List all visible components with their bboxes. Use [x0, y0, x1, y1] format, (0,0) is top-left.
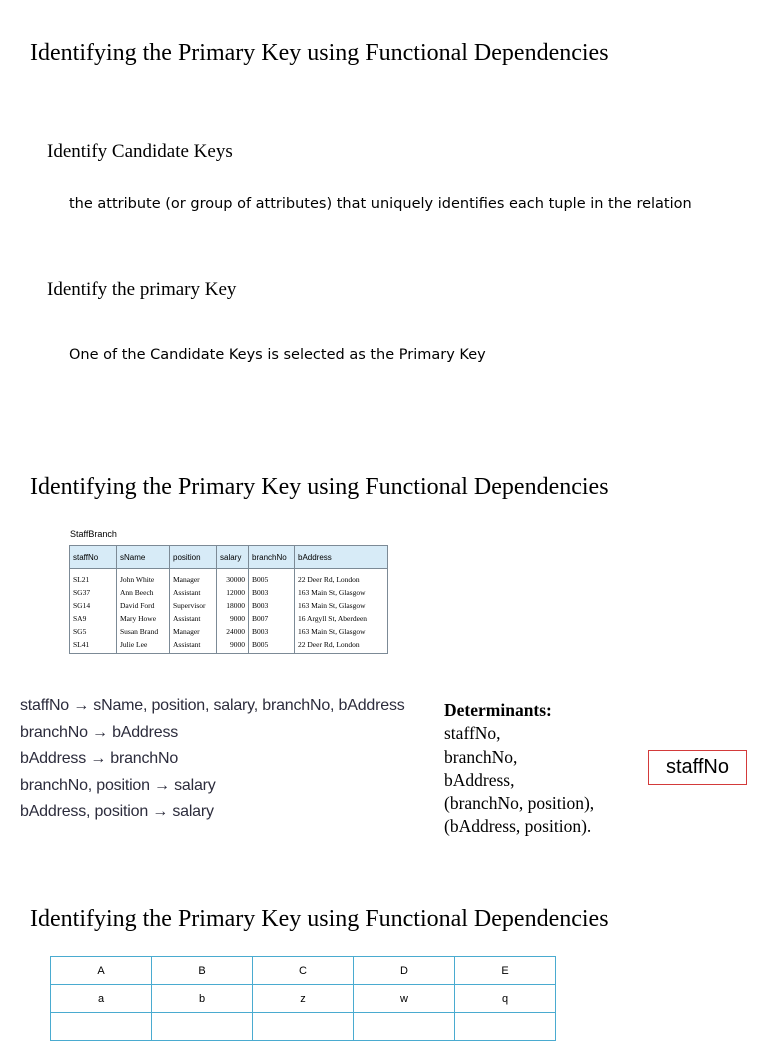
table-cell: B003	[249, 599, 295, 612]
determinant-item: branchNo,	[444, 746, 518, 767]
table-cell: SA9	[70, 612, 117, 625]
column-header: staffNo	[70, 546, 117, 569]
table-cell: Susan Brand	[117, 625, 170, 638]
column-header: sName	[117, 546, 170, 569]
table-cell: 12000	[217, 586, 249, 599]
table-cell: 22 Deer Rd, London	[295, 638, 388, 654]
table-cell: b	[152, 985, 253, 1013]
table-cell: Julie Lee	[117, 638, 170, 654]
table-cell: 163 Main St, Glasgow	[295, 599, 388, 612]
table-cell: Assistant	[170, 586, 217, 599]
primary-key-heading: Identify the primary Key	[47, 279, 237, 300]
column-header: branchNo	[249, 546, 295, 569]
table-cell	[253, 1013, 354, 1041]
determinant-item: (branchNo, position),	[444, 793, 595, 814]
slide3-title: Identifying the Primary Key using Functional Dependencies	[30, 906, 609, 932]
functional-dependency-list	[20, 696, 405, 829]
table-cell: Assistant	[170, 638, 217, 654]
table-cell: SG14	[70, 599, 117, 612]
table-row	[70, 586, 388, 599]
determinants-title: Determinants:	[444, 700, 552, 720]
table-cell: Mary Howe	[117, 612, 170, 625]
table-cell: Supervisor	[170, 599, 217, 612]
determinant-item: bAddress,	[444, 769, 515, 790]
table-cell: B005	[249, 569, 295, 587]
table-cell: Assistant	[170, 612, 217, 625]
slide1-title: Identifying the Primary Key using Functional Dependencies	[30, 40, 609, 66]
table-cell: SG5	[70, 625, 117, 638]
table-cell: David Ford	[117, 599, 170, 612]
table-cell: 163 Main St, Glasgow	[295, 625, 388, 638]
column-header: E	[455, 957, 556, 985]
table-cell: 9000	[217, 612, 249, 625]
table-cell: 9000	[217, 638, 249, 654]
staffbranch-caption: StaffBranch	[70, 529, 117, 539]
column-header: B	[152, 957, 253, 985]
table-cell: q	[455, 985, 556, 1013]
table-cell: 18000	[217, 599, 249, 612]
table-header-row	[51, 957, 556, 985]
primary-key-definition: One of the Candidate Keys is selected as the Primary Key	[69, 347, 486, 363]
column-header: D	[354, 957, 455, 985]
table-row	[70, 612, 388, 625]
determinants-block	[444, 699, 594, 839]
table-cell: 30000	[217, 569, 249, 587]
column-header: bAddress	[295, 546, 388, 569]
table-cell: Manager	[170, 625, 217, 638]
table-cell: 22 Deer Rd, London	[295, 569, 388, 587]
table-cell	[51, 1013, 152, 1041]
table-cell: Manager	[170, 569, 217, 587]
primary-key-box: staffNo	[648, 750, 747, 785]
candidate-keys-definition: the attribute (or group of attributes) that uniquely identifies each tuple in the relation	[69, 196, 692, 212]
functional-dependency: bAddress → branchNo	[20, 750, 179, 767]
functional-dependency: bAddress, position → salary	[20, 803, 214, 820]
functional-dependency: branchNo → bAddress	[20, 723, 179, 741]
table-cell	[455, 1013, 556, 1041]
table-cell: a	[51, 985, 152, 1013]
table-cell	[152, 1013, 253, 1041]
table-cell: SL41	[70, 638, 117, 654]
table-cell: SG37	[70, 586, 117, 599]
column-header: A	[51, 957, 152, 985]
table-header-row	[70, 546, 388, 569]
table-cell: SL21	[70, 569, 117, 587]
table-cell: Ann Beech	[117, 586, 170, 599]
table-cell: w	[354, 985, 455, 1013]
candidate-keys-heading: Identify Candidate Keys	[47, 141, 233, 162]
table-row	[70, 638, 388, 654]
table-cell: B003	[249, 586, 295, 599]
determinant-item: staffNo,	[444, 723, 501, 744]
functional-dependency: staffNo → sName, position, salary, branchNo, bAddress	[20, 697, 405, 714]
table-cell: B003	[249, 625, 295, 638]
functional-dependency: branchNo, position → salary	[20, 776, 216, 794]
slide2-title: Identifying the Primary Key using Functional Dependencies	[30, 474, 609, 500]
determinant-item: (bAddress, position).	[444, 816, 592, 837]
table-row	[70, 599, 388, 612]
table-cell: B005	[249, 638, 295, 654]
table-cell: 16 Argyll St, Aberdeen	[295, 612, 388, 625]
table-cell: B007	[249, 612, 295, 625]
table-cell: 163 Main St, Glasgow	[295, 586, 388, 599]
table-cell	[354, 1013, 455, 1041]
table-cell: z	[253, 985, 354, 1013]
table-row	[51, 1013, 556, 1041]
column-header: position	[170, 546, 217, 569]
table-cell: John White	[117, 569, 170, 587]
abc-table	[50, 956, 556, 1041]
table-cell: 24000	[217, 625, 249, 638]
column-header: C	[253, 957, 354, 985]
table-row	[70, 625, 388, 638]
table-row	[70, 569, 388, 587]
staffbranch-table	[69, 545, 388, 654]
column-header: salary	[217, 546, 249, 569]
table-row	[51, 985, 556, 1013]
